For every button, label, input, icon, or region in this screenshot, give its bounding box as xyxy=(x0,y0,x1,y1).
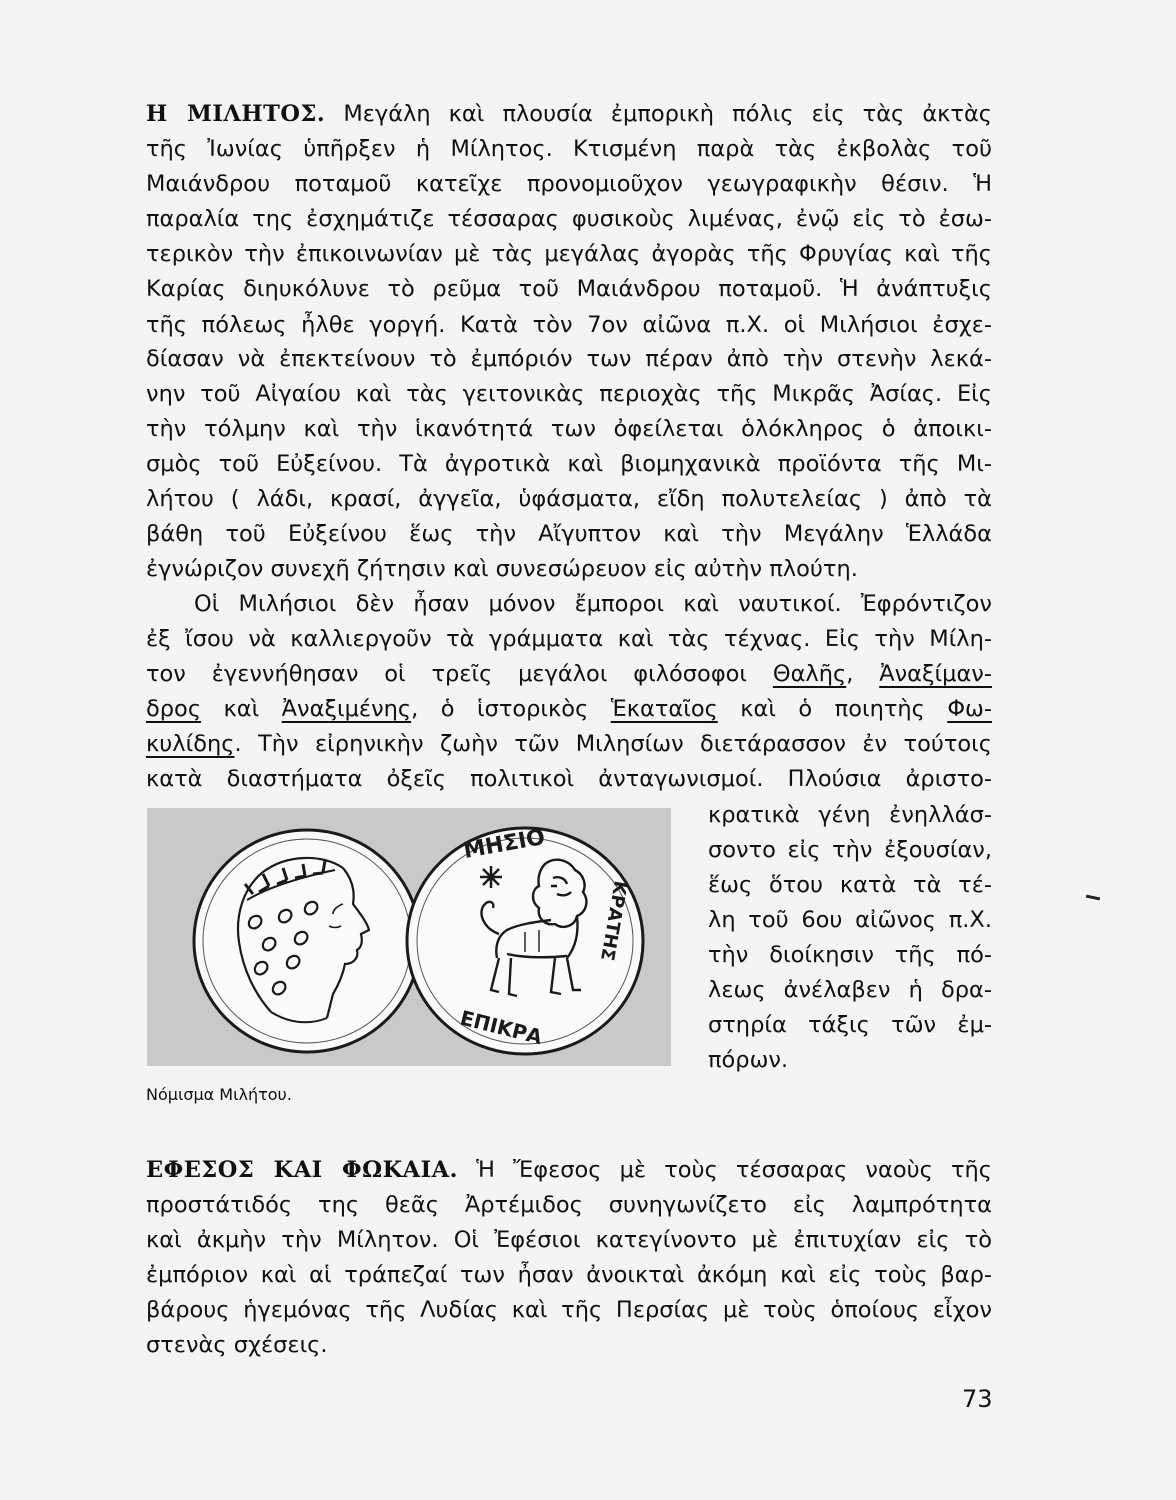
miletus-line-11: σμὸς τοῦ Εὐξείνου. Τὰ ἀγροτικὰ καὶ βιομηχανικὰ προϊόντα τῆς Μι- xyxy=(146,451,992,477)
side-line-4: λη τοῦ 6ου αἰῶνος π.Χ. xyxy=(708,907,992,933)
name-hecataeus: Ἑκαταῖος xyxy=(610,696,718,722)
miletus-line-12: λήτου ( λάδι, κρασί, ἀγγεῖα, ὑφάσματα, εἴδη πολυτελείας ) ἀπὸ τὰ xyxy=(146,486,992,512)
star-icon xyxy=(480,866,502,888)
miletus-line-6: Καρίας διηυκόλυνε τὸ ρεῦμα τοῦ Μαιάνδρου ποταμοῦ. Ἡ ἀνάπτυξις xyxy=(146,276,992,302)
para2-line-5 xyxy=(146,729,992,759)
side-line-3: ἕως ὅτου κατὰ τὰ τέ- xyxy=(708,872,992,898)
ephesus-line-6: στενὰς σχέσεις. xyxy=(146,1332,328,1358)
miletus-heading: Η ΜΙΛΗΤΟΣ. xyxy=(146,101,326,127)
miletus-line-9: νην τοῦ Αἰγαίου καὶ τὰς γειτονικὰς περιοχὰς τῆς Μικρᾶς Ἀσίας. Εἰς xyxy=(146,381,992,407)
miletus-line-2: τῆς Ἰωνίας ὑπῆρξεν ἡ Μίλητος. Κτισμένη παρὰ τὰς ἐκβολὰς τοῦ xyxy=(146,136,992,162)
para2-line-2: ἐξ ἴσου νὰ καλλιεργοῦν τὰ γράμματα καὶ τὰς τέχνας. Εἰς τὴν Μίλη- xyxy=(146,626,992,652)
miletus-line-3: Μαιάνδρου ποταμοῦ κατεῖχε προνομιοῦχον γεωγραφικὴν θέσιν. Ἡ xyxy=(146,171,992,197)
para2-line-3-comma: , xyxy=(846,661,880,687)
miletus-line-4: παραλία της ἐσχημάτιζε τέσσαρας φυσικοὺς λιμένας, ἐνῷ εἰς τὸ ἐσω- xyxy=(146,206,992,232)
miletus-line-13: βάθη τοῦ Εὐξείνου ἕως τὴν Αἴγυπτον καὶ τὴν Μεγάλην Ἑλλάδα xyxy=(146,521,992,547)
ephesus-line-4: ἐμπόριον καὶ αἱ τράπεζαί των ἦσαν ἀνοικταὶ ἀκόμη καὶ εἰς τοὺς βαρ- xyxy=(146,1262,992,1288)
miletus-line-14: ἐγνώριζον συνεχῆ ζήτησιν καὶ συνεσώρευον εἰς αὐτὴν πλούτη. xyxy=(146,556,858,582)
page-number: 73 xyxy=(962,1385,993,1413)
miletus-line-10: τὴν τόλμην καὶ τὴν ἱκανότητά των ὀφείλεται ὁλόκληρος ὁ ἀποικι- xyxy=(146,416,992,442)
coin-illustration xyxy=(147,808,671,1066)
miletus-line-5: τερικὸν τὴν ἐπικοινωνίαν μὲ τὰς μεγάλας ἀγορὰς τῆς Φρυγίας καὶ τῆς xyxy=(146,241,992,267)
ephesus-line-3: καὶ ἀκμὴν τὴν Μίλητον. Οἱ Ἐφέσιοι κατεγίνοντο μὲ ἐπιτυχίαν εἰς τὸ xyxy=(146,1227,992,1253)
figure-caption: Νόμισμα Μιλήτου. xyxy=(146,1085,292,1104)
para2-line-4-text-c: καὶ ὁ ποιητὴς xyxy=(717,696,948,722)
para2-line-4 xyxy=(146,694,992,724)
name-anaximenes: Ἀναξιμένης xyxy=(281,696,412,722)
miletus-line-1-text: Μεγάλη καὶ πλουσία ἐμπορικὴ πόλις εἰς τὰς ἀκτὰς xyxy=(343,101,993,127)
side-line-2: σοντο εἰς τὴν ἐξουσίαν, xyxy=(708,837,992,863)
para2-line-1: Οἱ Μιλήσιοι δὲν ἦσαν μόνον ἔμποροι καὶ ναυτικοί. Ἐφρόντιζον xyxy=(194,591,992,617)
ephesus-heading: ΕΦΕΣΟΣ ΚΑΙ ΦΩΚΑΙΑ. xyxy=(146,1157,458,1183)
para2-line-4-text-a: καὶ xyxy=(201,696,282,722)
miletus-line-1 xyxy=(146,99,992,129)
side-line-8: πόρων. xyxy=(708,1047,789,1073)
para2-line-3-text: τον ἐγεννήθησαν οἱ τρεῖς μεγάλοι φιλόσοφοι xyxy=(146,661,773,687)
name-anaximandros-part1: Ἀναξίμαν- xyxy=(879,661,992,687)
ephesus-line-1 xyxy=(146,1155,992,1185)
para2-line-5-text: . Τὴν εἰρηνικὴν ζωὴν τῶν Μιλησίων διετάρασσον ἐν τούτοις xyxy=(234,731,992,757)
coin-inscription-top: ΜΗΣΙΟ xyxy=(461,825,548,864)
side-line-1: κρατικὰ γένη ἐνηλλάσ- xyxy=(708,802,992,828)
ephesus-line-1-text: Ἡ Ἔφεσος μὲ τοὺς τέσσαρας ναοὺς τῆς xyxy=(476,1157,992,1183)
name-thales: Θαλῆς xyxy=(772,661,847,687)
coin-inscription-right: ΚΡΑΤΗΣ xyxy=(596,879,631,963)
side-line-7: στηρία τάξις τῶν ἐμ- xyxy=(708,1012,992,1038)
side-line-6: λεως ἀνέλαβεν ἡ δρα- xyxy=(708,977,992,1003)
miletus-line-7: τῆς πόλεως ἦλθε γοργή. Κατὰ τὸν 7ον αἰῶνα π.Χ. οἱ Μιλήσιοι ἐσχε- xyxy=(146,312,992,338)
name-phocylides-part2: κυλίδης xyxy=(146,731,235,757)
para2-line-3 xyxy=(146,659,992,689)
coin-figure xyxy=(147,808,671,1066)
para2-line-6: κατὰ διαστήματα ὀξεῖς πολιτικοὶ ἀνταγωνισμοί. Πλούσια ἀριστο- xyxy=(146,766,992,792)
para2-line-4-text-b: , ὁ ἱστορικὸς xyxy=(411,696,611,722)
coin-inscription-bottom: ΕΠΙΚΡΑ xyxy=(457,1005,545,1050)
side-line-5: τὴν διοίκησιν τῆς πό- xyxy=(708,942,992,968)
name-anaximandros-part2: δρος xyxy=(146,696,202,722)
name-phocylides-part1: Φω- xyxy=(947,696,992,722)
ephesus-line-5: βάρους ἡγεμόνας τῆς Λυδίας καὶ τῆς Περσίας μὲ τοὺς ὁποίους εἶχον xyxy=(146,1297,992,1323)
miletus-line-8: δίασαν νὰ ἐπεκτείνουν τὸ ἐμπόριόν των πέραν ἀπὸ τὴν στενὴν λεκά- xyxy=(146,346,992,372)
ephesus-line-2: προστάτιδός της θεᾶς Ἀρτέμιδος συνηγωνίζετο εἰς λαμπρότητα xyxy=(146,1192,992,1218)
scan-speck xyxy=(1086,895,1100,901)
